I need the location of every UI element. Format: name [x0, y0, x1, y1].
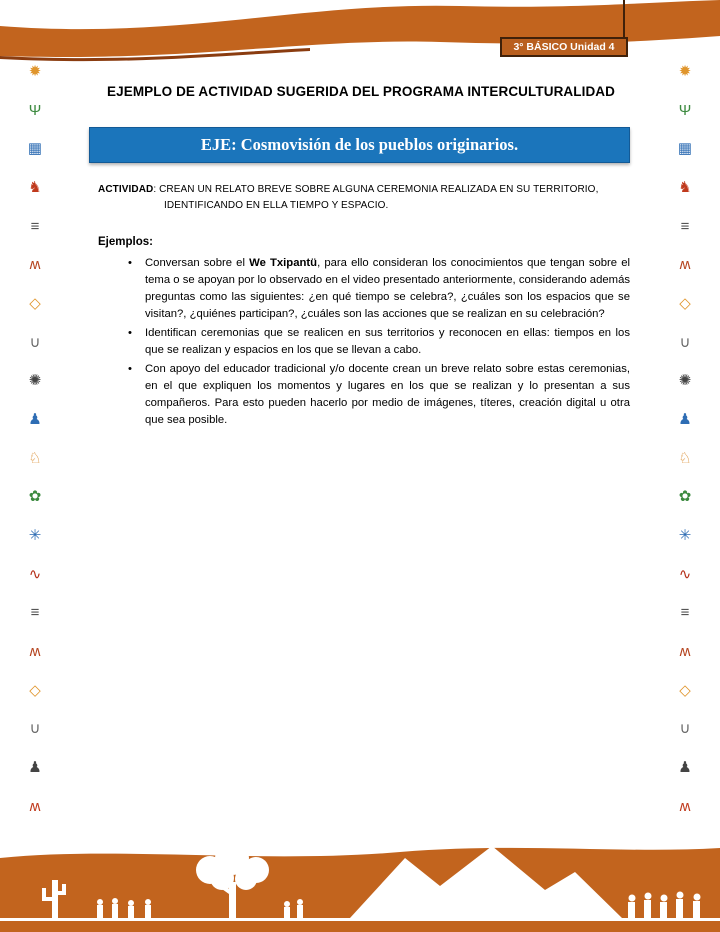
star-icon: ✺: [28, 372, 42, 390]
eje-banner: [89, 127, 630, 163]
document-content: [89, 84, 630, 431]
condor-icon: ʍ: [29, 256, 41, 274]
list-item: [145, 255, 630, 323]
activity-line1: [98, 182, 630, 198]
dancer-icon: ♟: [678, 759, 692, 777]
activity-text: : CREAN UN RELATO BREVE SOBRE ALGUNA CEREMONIA REALIZADA EN SU TERRITORIO,: [153, 184, 599, 195]
condor-icon: ʍ: [29, 643, 41, 661]
figures-icon: ≡: [680, 604, 690, 622]
list-item: [145, 361, 630, 429]
totem-icon: ≡: [30, 217, 40, 235]
bullet-text: , para ello consideran los conocimientos que tengan sobre el tema o se apoyan por lo observado en el video presentado anteriormente, considerando además preguntas como las siguientes: ¿en qué tiempo se celebra?, ¿cuáles son los espacios que se visitan?, ¿quiénes participan?, ¿cuáles son las acciones que se realizan en su celebración?: [145, 257, 631, 320]
snake-icon: ∿: [678, 565, 692, 583]
pot-icon: ∪: [679, 333, 691, 351]
spider-icon: ✳: [678, 527, 692, 545]
pot-icon: ∪: [679, 720, 691, 738]
fox-icon: ♞: [678, 179, 692, 197]
bullet-bold-text: We Txipantü: [249, 257, 318, 269]
spider-icon: ✳: [28, 527, 42, 545]
figures-icon: ≡: [30, 604, 40, 622]
unit-tag: [500, 37, 628, 57]
bullet-text: Conversan sobre el: [145, 257, 250, 269]
condor-icon: ʍ: [679, 256, 691, 274]
snake-icon: ∿: [28, 565, 42, 583]
llama-icon: ♘: [28, 449, 42, 467]
diamond-icon: ◇: [29, 295, 41, 313]
totem-icon: ≡: [680, 217, 690, 235]
plant-icon: ✿: [28, 488, 42, 506]
examples-list: [89, 255, 630, 429]
pot-icon: ∪: [29, 333, 41, 351]
eagle-icon: ʍ: [29, 797, 41, 815]
llama-icon: ♘: [678, 449, 692, 467]
list-item: [145, 325, 630, 359]
lizard-icon: Ψ: [28, 101, 42, 119]
unit-tag-label: 3° BÁSICO Unidad 4: [513, 41, 615, 53]
examples-label: Ejemplos:: [98, 236, 153, 248]
sun-icon: ✹: [678, 63, 692, 80]
sun-icon: ✹: [28, 63, 42, 80]
pot-icon: ∪: [29, 720, 41, 738]
bullet-text: Con apoyo del educador tradicional y/o docente crean un breve relato sobre estas ceremonias, en el que expliquen los momentos y lugares en los que se realizan y lo presentan a sus compañeros. Para esto pueden hacerlo por medio de imágenes, títeres, creación digital u otra que sea posible.: [145, 363, 630, 426]
right-pictogram-strip: [662, 64, 708, 814]
lizard-icon: Ψ: [678, 101, 692, 119]
diamond-icon: ◇: [29, 681, 41, 699]
person-icon: ♟: [28, 411, 42, 429]
eagle-icon: ʍ: [679, 797, 691, 815]
page-title: EJEMPLO DE ACTIVIDAD SUGERIDA DEL PROGRAMA INTERCULTURALIDAD: [107, 84, 616, 99]
dancer-icon: ♟: [28, 759, 42, 777]
tab-connector-line: [623, 0, 625, 38]
eje-banner-text: EJE: Cosmovisión de los pueblos originarios.: [200, 135, 519, 154]
activity-statement: [98, 182, 630, 214]
footer-landscape-illustration: [0, 824, 720, 932]
plant-icon: ✿: [678, 488, 692, 506]
bullet-text: Identifican ceremonias que se realicen en sus territorios y reconocen en ellas: tiempos en los que se realizan y espacios en los que se llevan a cabo.: [145, 327, 630, 356]
star-icon: ✺: [678, 372, 692, 390]
activity-label: ACTIVIDAD: [98, 184, 154, 195]
condor-icon: ʍ: [679, 643, 691, 661]
activity-line2: IDENTIFICANDO EN ELLA TIEMPO Y ESPACIO.: [164, 200, 389, 211]
diamond-icon: ◇: [679, 295, 691, 313]
left-pictogram-strip: [12, 64, 58, 814]
weaver-icon: ▦: [677, 140, 693, 158]
fox-icon: ♞: [28, 179, 42, 197]
diamond-icon: ◇: [679, 681, 691, 699]
person-icon: ♟: [678, 411, 692, 429]
weaver-icon: ▦: [27, 140, 43, 158]
